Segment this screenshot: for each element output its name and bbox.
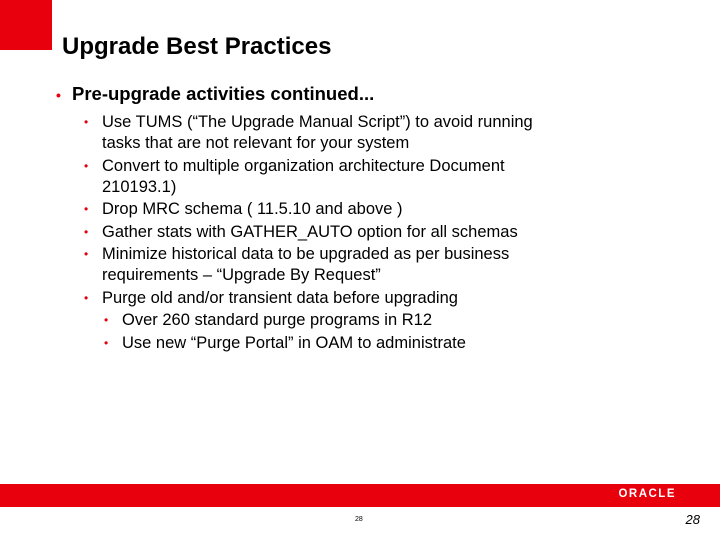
sub-bullet-item	[84, 288, 644, 309]
bullet-icon: •	[84, 224, 89, 239]
sub-bullet-text: Minimize historical data to be upgraded as per business requirements – “Upgrade By Request”	[102, 245, 510, 284]
bullet-icon: •	[104, 335, 109, 350]
sub-bullet-item	[84, 222, 644, 243]
sub-bullet-item	[84, 199, 644, 220]
bullet-icon: •	[104, 313, 109, 327]
sub-bullet-text: Purge old and/or transient data before upgrading	[102, 288, 458, 307]
page-number-right: 28	[685, 512, 700, 527]
slide-title: Upgrade Best Practices	[62, 33, 332, 60]
sub-bullet-text: Use TUMS (“The Upgrade Manual Script”) to avoid running tasks that are not relevant for your system	[102, 113, 533, 152]
sub-bullet-item	[84, 244, 644, 286]
footer-bar	[0, 484, 720, 507]
oracle-logo: ORACLE	[618, 488, 676, 500]
sub-sub-bullet-text: Use new “Purge Portal” in OAM to administrate	[122, 333, 466, 352]
sub-bullet-item	[84, 156, 644, 198]
bullet-icon: •	[84, 202, 89, 216]
sub-sub-bullet-item	[104, 310, 644, 331]
bullet-icon: •	[84, 115, 89, 129]
sub-sub-bullet-item	[104, 333, 644, 354]
sub-bullet-text: Convert to multiple organization architecture Document 210193.1)	[102, 156, 505, 196]
sub-bullet-text: Drop MRC schema ( 11.5.10 and above )	[102, 200, 403, 218]
bullet-icon: •	[84, 247, 89, 261]
sub-bullet-list	[84, 112, 644, 355]
sub-bullet-text: Gather stats with GATHER_AUTO option for all schemas	[102, 222, 518, 241]
main-bullet	[56, 83, 374, 107]
bullet-icon: •	[56, 87, 61, 103]
sub-sub-bullet-text: Over 260 standard purge programs in R12	[122, 311, 433, 329]
bullet-icon: •	[84, 290, 89, 305]
sub-bullet-item	[84, 112, 644, 154]
bullet-icon: •	[84, 158, 89, 173]
page-number-center: 28	[355, 516, 363, 523]
corner-red-block	[0, 0, 52, 50]
main-bullet-text: Pre-upgrade activities continued...	[72, 83, 375, 104]
